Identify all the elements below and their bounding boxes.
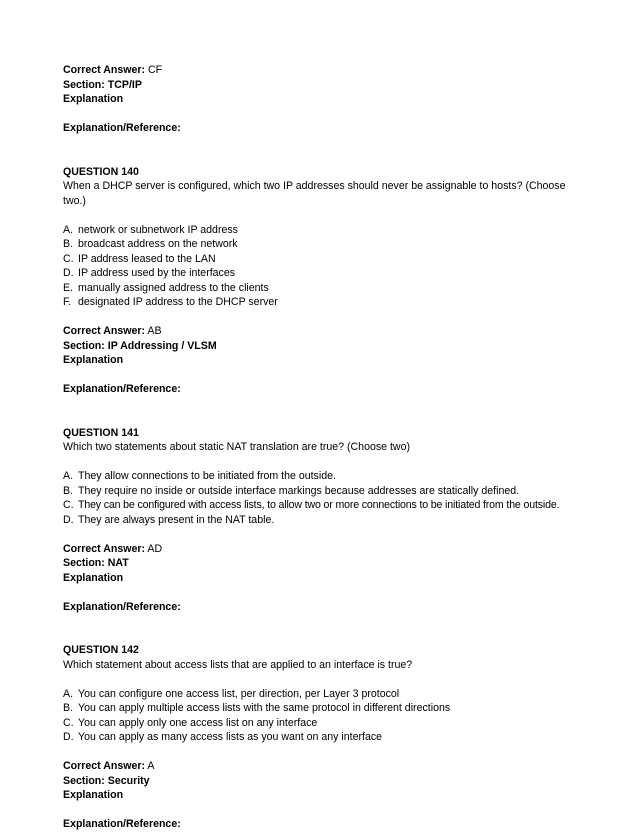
option-text: They require no inside or outside interface markings because addresses are statically defined.: [78, 484, 520, 497]
section-line: [63, 774, 583, 789]
option-letter: C.: [63, 252, 74, 265]
answer-option: [63, 513, 583, 528]
section-label: Section:: [63, 557, 105, 569]
answer-option: [63, 484, 583, 499]
answer-option: [63, 295, 583, 310]
option-letter: C.: [63, 499, 74, 511]
section-line: [63, 556, 583, 571]
explanation-heading: Explanation: [63, 93, 124, 105]
correct-answer-line: [63, 63, 583, 78]
option-text: designated IP address to the DHCP server: [78, 296, 278, 308]
explanation-heading: Explanation: [63, 571, 124, 584]
answer-option: [63, 701, 583, 716]
question-title: QUESTION 142: [63, 644, 139, 656]
explanation-reference-heading: Explanation/Reference:: [63, 383, 181, 395]
option-text: network or subnetwork IP address: [78, 223, 238, 236]
option-letter: B.: [63, 238, 74, 250]
option-text: broadcast address on the network: [78, 238, 238, 250]
option-text: You can apply as many access lists as you want on any interface: [78, 731, 383, 743]
correct-answer-value: CF: [147, 64, 163, 76]
section-value: TCP/IP: [107, 78, 142, 91]
answer-option: [63, 281, 583, 296]
correct-answer-line: [63, 542, 583, 557]
question-title: QUESTION 140: [63, 165, 139, 178]
explanation-reference-heading: Explanation/Reference:: [63, 818, 181, 830]
correct-answer-value: AD: [147, 542, 163, 555]
correct-answer-value: AB: [147, 325, 162, 337]
correct-answer-label: Correct Answer:: [63, 542, 146, 555]
answer-option: [63, 252, 583, 267]
section-line: [63, 78, 583, 93]
question-block: [63, 426, 583, 615]
section-value: Security: [107, 774, 150, 787]
option-text: You can configure one access list, per direction, per Layer 3 protocol: [78, 687, 400, 700]
explanation-reference-heading: Explanation/Reference:: [63, 600, 181, 613]
option-letter: D.: [63, 731, 74, 743]
section-value: IP Addressing / VLSM: [107, 339, 217, 352]
option-letter: D.: [63, 513, 74, 526]
section-line: [63, 339, 583, 354]
section-value: NAT: [107, 557, 129, 569]
explanation-heading: Explanation: [63, 354, 124, 366]
option-text: They allow connections to be initiated from the outside.: [78, 470, 336, 482]
correct-answer-line: [63, 759, 583, 774]
question-text: Which two statements about static NAT translation are true? (Choose two): [63, 441, 411, 453]
correct-answer-label: Correct Answer:: [63, 325, 146, 337]
option-letter: A.: [63, 223, 74, 236]
option-letter: F.: [63, 296, 72, 308]
option-letter: B.: [63, 702, 74, 714]
answer-option: [63, 266, 583, 281]
answer-option: [63, 469, 583, 484]
answer-option: [63, 730, 583, 745]
answer-option: [63, 237, 583, 252]
answer-option: [63, 687, 583, 702]
option-letter: C.: [63, 716, 74, 729]
question-block: [63, 165, 583, 397]
option-letter: D.: [63, 267, 74, 279]
question-text: Which statement about access lists that are applied to an interface is true?: [63, 658, 413, 671]
option-text: You can apply only one access list on any interface: [78, 716, 318, 729]
option-text: They are always present in the NAT table.: [78, 513, 275, 526]
option-letter: A.: [63, 470, 74, 482]
correct-answer-label: Correct Answer:: [63, 760, 146, 772]
explanation-reference-heading: Explanation/Reference:: [63, 122, 181, 134]
option-text: IP address leased to the LAN: [78, 252, 216, 265]
option-text: manually assigned address to the clients: [78, 281, 269, 294]
section-label: Section:: [63, 339, 105, 352]
answer-option: [63, 716, 583, 731]
option-letter: B.: [63, 484, 74, 497]
option-text: You can apply multiple access lists with the same protocol in different directions: [78, 702, 451, 714]
question-title: QUESTION 141: [63, 426, 139, 439]
question-block: [63, 643, 583, 832]
page-content: [63, 63, 583, 832]
option-text: They can be configured with access lists, to allow two or more connections to be initiated from the outside.: [78, 499, 560, 511]
correct-answer-label: Correct Answer:: [63, 64, 146, 76]
option-letter: A.: [63, 687, 74, 700]
option-letter: E.: [63, 281, 74, 294]
correct-answer-value: A: [147, 760, 155, 772]
option-text: IP address used by the interfaces: [78, 267, 236, 279]
answer-option: [63, 223, 583, 238]
section-label: Section:: [63, 78, 105, 91]
question-text: When a DHCP server is configured, which two IP addresses should never be assignable to hosts? (Choose two.): [63, 180, 566, 207]
explanation-heading: Explanation: [63, 789, 124, 801]
answer-option: [63, 498, 583, 513]
section-label: Section:: [63, 774, 105, 787]
correct-answer-line: [63, 324, 583, 339]
